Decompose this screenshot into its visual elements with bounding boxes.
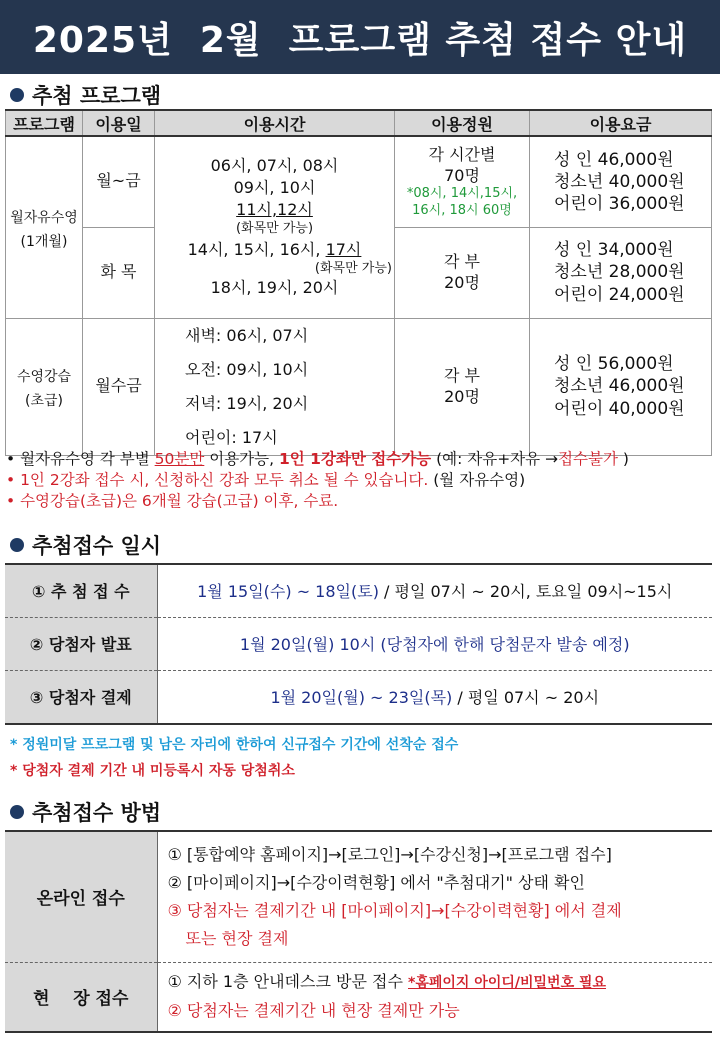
table-header: 프로그램 bbox=[6, 110, 83, 136]
fee-cell bbox=[530, 318, 712, 455]
note-text: 1인 1강좌만 접수가능 bbox=[279, 450, 432, 468]
capacity-line: 각 부 bbox=[444, 365, 480, 385]
bullet-icon bbox=[10, 88, 24, 102]
note-text: • 월자유수영 각 부별 bbox=[6, 450, 155, 468]
time-cell-free-swim bbox=[155, 136, 395, 318]
date-value-main: 1월 15일(수) ~ 18일(토) bbox=[197, 582, 379, 602]
capacity-note: 16시, 18시 60명 bbox=[412, 202, 512, 218]
program-name-line: 수영강습 bbox=[16, 369, 72, 386]
section-heading-method bbox=[10, 797, 161, 827]
note-line bbox=[6, 470, 629, 491]
bullet-icon bbox=[10, 538, 24, 552]
method-step: ① [통합예약 홈페이지]→[로그인]→[수강신청]→[프로그램 접수] bbox=[167, 844, 612, 864]
dates-table bbox=[5, 563, 712, 725]
time-note: (화목만 가능) bbox=[235, 221, 314, 237]
section-title: 추첨접수 방법 bbox=[32, 801, 162, 825]
fee-adult: 성 인 34,000원 bbox=[554, 240, 674, 261]
method-step bbox=[158, 968, 713, 997]
date-value-extra: / 평일 07시 ~ 20시, 토요일 09시~15시 bbox=[378, 582, 673, 602]
time-line: 어린이: 17시 bbox=[185, 427, 278, 447]
date-label: ① 추 첨 접 수 bbox=[5, 564, 157, 617]
capacity-cell bbox=[395, 136, 530, 227]
program-name-line: (1개월) bbox=[20, 234, 68, 251]
bullet-icon bbox=[10, 805, 24, 819]
capacity-line: 각 시간별 bbox=[428, 144, 496, 164]
time-line: 저녁: 19시, 20시 bbox=[185, 393, 309, 413]
table-row bbox=[5, 617, 712, 670]
date-label: ② 당첨자 발표 bbox=[5, 617, 157, 670]
time-line: 새벽: 06시, 07시 bbox=[185, 325, 309, 345]
day-cell: 월수금 bbox=[83, 318, 155, 455]
method-step: ② 당첨자는 결제기간 내 현장 결제만 가능 bbox=[167, 1001, 460, 1021]
time-line: 11시,12시 bbox=[236, 200, 313, 220]
section-heading-programs bbox=[10, 80, 161, 110]
date-note-red: * 당첨자 결제 기간 내 미등록시 자동 당첨취소 bbox=[10, 763, 295, 779]
capacity-cell bbox=[395, 318, 530, 455]
time-note: (화목만 가능) bbox=[314, 261, 392, 277]
fee-child: 어린이 24,000원 bbox=[554, 284, 685, 305]
day-cell: 화 목 bbox=[83, 227, 155, 318]
time-line: 17시 bbox=[325, 240, 362, 260]
page-title: 2025년 2월 프로그램 추첨 접수 안내 bbox=[0, 0, 720, 74]
time-line: 09시, 10시 bbox=[233, 178, 316, 198]
fee-youth: 청소년 40,000원 bbox=[554, 171, 685, 192]
time-cell-lesson bbox=[155, 318, 395, 455]
note-line bbox=[6, 449, 629, 470]
date-value-main: 1월 20일(월) 10시 (당첨자에 한해 당첨문자 발송 예정) bbox=[239, 635, 630, 654]
method-step: ② [마이페이지]→[수강이력현황] 에서 "추첨대기" 상태 확인 bbox=[167, 872, 585, 892]
time-line: 18시, 19시, 20시 bbox=[210, 278, 339, 298]
table-header: 이용정원 bbox=[395, 110, 530, 136]
program-table bbox=[5, 109, 712, 456]
capacity-note: *08시, 14시,15시, bbox=[406, 186, 518, 202]
capacity-line: 20명 bbox=[444, 272, 480, 292]
day-cell: 월~금 bbox=[83, 136, 155, 227]
capacity-line: 각 부 bbox=[444, 251, 480, 271]
note-text: (월 자유수영) bbox=[428, 471, 526, 489]
note-text: 50분만 bbox=[154, 450, 205, 468]
note-text: 이용가능, bbox=[204, 450, 279, 468]
table-row bbox=[6, 136, 712, 227]
fee-child: 어린이 40,000원 bbox=[554, 398, 685, 419]
method-step-note: *홈페이지 아이디/비밀번호 필요 bbox=[408, 975, 607, 992]
fee-child: 어린이 36,000원 bbox=[554, 193, 685, 214]
table-header-row bbox=[6, 110, 712, 136]
section-heading-dates bbox=[10, 530, 161, 560]
method-step: ③ 당첨자는 결제기간 내 [마이페이지]→[수강이력현황] 에서 결제 bbox=[167, 900, 622, 920]
note-text: (예: 자유+자유 → bbox=[431, 450, 559, 468]
method-body-online bbox=[157, 831, 712, 962]
program-name-lesson bbox=[6, 318, 83, 455]
method-label-onsite: 현 장 접수 bbox=[5, 962, 157, 1032]
date-value bbox=[157, 670, 712, 724]
time-line: 06시, 07시, 08시 bbox=[210, 156, 339, 176]
time-line: 14시, 15시, 16시, bbox=[187, 240, 326, 260]
table-header: 이용요금 bbox=[530, 110, 712, 136]
fee-cell bbox=[530, 136, 712, 227]
fee-adult: 성 인 46,000원 bbox=[554, 149, 674, 170]
note-text: • 1인 2강좌 접수 시, 신청하신 강좌 모두 취소 될 수 있습니다. bbox=[6, 471, 429, 489]
capacity-line: 70명 bbox=[444, 165, 480, 185]
fee-youth: 청소년 46,000원 bbox=[554, 376, 685, 397]
program-name-line: (초급) bbox=[25, 393, 63, 410]
table-header: 이용시간 bbox=[155, 110, 395, 136]
fee-cell bbox=[530, 227, 712, 318]
fee-adult: 성 인 56,000원 bbox=[554, 354, 674, 375]
table-row bbox=[6, 318, 712, 455]
program-name-line: 월자유수영 bbox=[10, 210, 78, 227]
table-row bbox=[5, 831, 712, 962]
method-label-online: 온라인 접수 bbox=[5, 831, 157, 962]
date-value-extra: / 평일 07시 ~ 20시 bbox=[452, 688, 600, 708]
date-value bbox=[157, 564, 712, 617]
capacity-line: 20명 bbox=[444, 386, 480, 406]
section-title: 추첨 프로그램 bbox=[32, 84, 162, 108]
section-title: 추첨접수 일시 bbox=[32, 534, 162, 558]
table-header: 이용일 bbox=[83, 110, 155, 136]
method-step: 또는 현장 결제 bbox=[185, 928, 289, 948]
table-row bbox=[5, 564, 712, 617]
table-row bbox=[5, 670, 712, 724]
method-table bbox=[5, 830, 712, 1033]
date-label: ③ 당첨자 결제 bbox=[5, 670, 157, 724]
program-notes bbox=[6, 449, 629, 512]
date-value bbox=[157, 617, 712, 670]
fee-youth: 청소년 28,000원 bbox=[554, 262, 685, 283]
note-text: 접수불가 bbox=[558, 450, 618, 468]
program-name-free-swim bbox=[6, 136, 83, 318]
time-line: 오전: 09시, 10시 bbox=[185, 359, 309, 379]
method-body-onsite bbox=[157, 962, 712, 1032]
table-row bbox=[5, 962, 712, 1032]
note-text: ) bbox=[617, 450, 629, 468]
date-value-main: 1월 20일(월) ~ 23일(목) bbox=[270, 688, 453, 708]
method-step-text: ① 지하 1층 안내데스크 방문 접수 bbox=[167, 972, 409, 992]
date-note-cyan: * 정원미달 프로그램 및 남은 자리에 한하여 신규접수 기간에 선착순 접수 bbox=[10, 737, 459, 753]
note-line: • 수영강습(초급)은 6개월 강습(고급) 이후, 수료. bbox=[6, 492, 339, 510]
capacity-cell bbox=[395, 227, 530, 318]
